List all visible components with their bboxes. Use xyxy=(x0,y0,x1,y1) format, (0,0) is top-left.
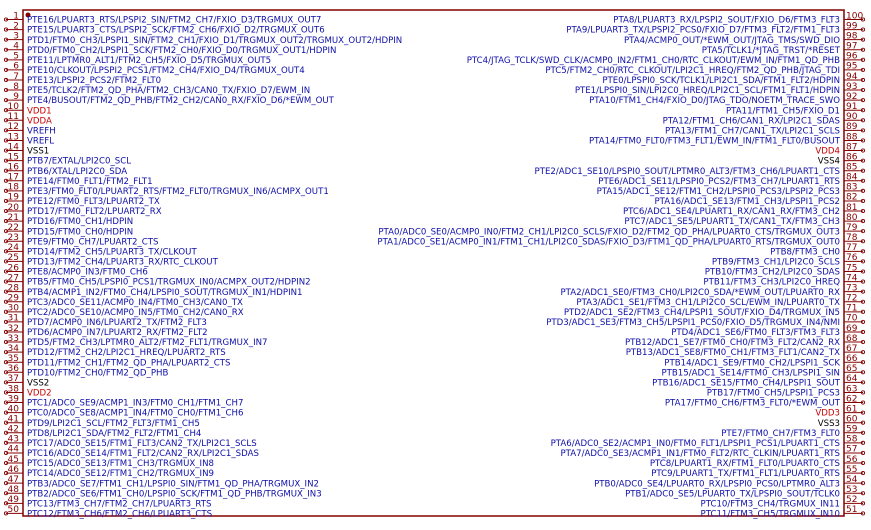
pin-number: 87 xyxy=(846,142,858,153)
pin-name: PTD14/FTM2_CH5/LPUART3_TX/CLKOUT xyxy=(27,247,197,258)
pin-number: 36 xyxy=(7,364,19,375)
pin-name: PTC9/LPUART1_TX/FTM1_FLT1/LPUART0_RTS xyxy=(651,469,840,480)
pin-name: PTC6/ADC1_SE4/LPUART1_RX/CAN1_RX/FTM3_CH2 xyxy=(622,207,840,218)
pin-name: PTC17/ADC0_SE15/FTM1_FLT3/CAN2_TX/LPI2C1_SCLS xyxy=(27,438,257,449)
pin-name: PTC14/ADC0_SE12/FTM1_CH2/TRGMUX_IN9 xyxy=(27,469,214,480)
pin-name: VSS3 xyxy=(817,418,840,429)
pin-name: PTD15/FTM0_CH0/HDPIN xyxy=(27,227,134,238)
pin-name: PTC11/FTM3_CH5/TRGMUX_IN10 xyxy=(700,509,840,520)
pin-name: PTD3/ADC1_SE3/FTM3_CH5/LPSPI1_PCS0/FXIO_D5/TRGMUX_IN4/NMI xyxy=(546,318,840,328)
pin-name: PTD11/FTM2_CH1/FTM2_QD_PHA/LPUART2_CTS xyxy=(27,358,231,369)
pin-name: PTA6/ADC0_SE2/ACMP1_IN0/FTM0_FLT1/LPSPI1_PCS1/LPUART1_CTS xyxy=(550,438,840,449)
pin-number: 26 xyxy=(7,263,19,274)
pin-number: 42 xyxy=(7,424,19,435)
pin-number: 30 xyxy=(7,303,19,314)
pin-number: 50 xyxy=(7,505,19,516)
pin-number: 29 xyxy=(7,293,19,304)
pin-number: 55 xyxy=(846,464,858,475)
pin-name: PTA0/ADC0_SE0/ACMP0_IN0/FTM2_CH1/LPI2C0_SCLS/FXIO_D2/FTM2_QD_PHA/LPUART0_CTS/TRGMUX_OUT3 xyxy=(378,227,840,238)
pin-name: PTB7/EXTAL/LPI2C0_SCL xyxy=(27,156,131,167)
pin-number: 45 xyxy=(7,454,19,465)
pin-name: PTD17/FTM0_FLT2/LPUART2_RX xyxy=(27,207,162,218)
pin-number: 72 xyxy=(846,293,858,304)
pin-number: 88 xyxy=(846,132,858,143)
pin-name: VDD2 xyxy=(27,388,52,399)
pin-name: PTB6/XTAL/LPI2C0_SDA xyxy=(27,166,128,177)
pin-name: PTC12/FTM3_CH6/FTM2_CH6/LPUART3_CTS xyxy=(27,509,213,520)
pin-name: PTA15/ADC1_SE12/FTM1_CH2/LPSPI0_PCS3/LPSPI2_PCS3 xyxy=(596,186,840,197)
pin-number: 81 xyxy=(846,202,858,213)
pin-name: PTC2/ADC0_SE10/ACMP0_IN5/FTM0_CH2/CAN0_RX xyxy=(27,307,244,318)
pin-name: PTB2/ADC0_SE6/FTM1_CH0/LPSPI0_SCK/FTM1_QD_PHB/TRGMUX_IN3 xyxy=(27,489,322,500)
pin-name: PTD9/LPI2C1_SCL/FTM2_FLT3/FTM1_CH5 xyxy=(27,418,200,429)
pin-name: PTE16/LPUART3_RTS/LPSPI2_SIN/FTM2_CH7/FXIO_D3/TRGMUX_OUT7 xyxy=(27,15,322,26)
pin-number: 83 xyxy=(846,182,858,193)
pin-name: PTA13/FTM1_CH7/CAN1_TX/LPI2C1_SCLS xyxy=(664,126,840,137)
pin-number: 15 xyxy=(7,152,19,163)
pin-number: 8 xyxy=(13,81,19,92)
pin-number: 70 xyxy=(846,313,858,324)
pin-number: 65 xyxy=(846,364,858,375)
pin-number: 33 xyxy=(7,333,19,344)
pin-name: PTC0/ADC0_SE8/ACMP1_IN4/FTM0_CH0/FTM1_CH6 xyxy=(27,408,244,419)
pin-name: PTE3/FTM0_FLT0/LPUART2_RTS/FTM2_FLT0/TRGMUX_IN6/ACMPX_OUT1 xyxy=(27,186,329,197)
pin-name: PTB9/FTM3_CH1/LPI2C0_SCLS xyxy=(711,257,840,268)
pin-number: 86 xyxy=(846,152,858,163)
pin-number: 4 xyxy=(13,41,19,52)
pin-number: 66 xyxy=(846,354,858,365)
pin-name: PTA4/ACMP0_OUT/*EWM_OUT/JTAG_TMS/SWD_DIO xyxy=(623,35,840,46)
pin-number: 73 xyxy=(846,283,858,294)
pin-name: PTC15/ADC0_SE13/FTM1_CH3/TRGMUX_IN8 xyxy=(27,459,214,470)
pin-number: 54 xyxy=(846,474,858,485)
pin-name: PTE4/BUSOUT/FTM2_QD_PHB/FTM2_CH2/CAN0_RX/FXIO_D6/*EWM_OUT xyxy=(27,96,334,107)
pin-name: PTA16/ADC1_SE13/FTM1_CH3/LPSPI1_PCS2 xyxy=(654,197,840,208)
pin-name: PTD4/ADC1_SE6/FTM0_FLT3/FTM3_FLT3 xyxy=(671,328,840,339)
pin-name: PTE6/ADC1_SE11/LPSPI0_PCS2/FTM3_CH7/LPUART1_RTS xyxy=(598,176,840,187)
pin-number: 95 xyxy=(846,61,858,72)
pin-name: PTC5/FTM2_CH0/RTC_CLKOUT/LPI2C1_HREQ/FTM2_QD_PHB/JTAG_TDI xyxy=(545,66,840,76)
pin-number: 46 xyxy=(7,464,19,475)
pin-number: 28 xyxy=(7,283,19,294)
pin-number: 67 xyxy=(846,343,858,354)
pin-name: PTC4/JTAG_TCLK/SWD_CLK/ACMP0_IN2/FTM1_CH0/RTC_CLKOUT/EWM_IN/FTM1_QD_PHB xyxy=(466,55,840,66)
pin-number: 25 xyxy=(7,253,19,264)
pin-name: PTB15/ADC1_SE14/FTM0_CH3/LPSPI1_SIN xyxy=(661,368,840,379)
pin-name: PTE8/ACMP0_IN3/FTM0_CH6 xyxy=(27,267,148,278)
pin-number: 34 xyxy=(7,343,19,354)
pin-name: PTE2/ADC1_SE10/LPSPI0_SOUT/LPTMR0_ALT3/FTM3_CH6/LPUART1_CTS xyxy=(534,166,840,177)
pin-name: PTB4/ACMP1_IN2/FTM0_CH4/LPSPI0_SOUT/TRGMUX_IN1/HDPIN1 xyxy=(27,287,303,298)
pin-name: PTE14/FTM0_FLT1/FTM2_FLT1 xyxy=(27,176,153,187)
pin-number: 32 xyxy=(7,323,19,334)
pin-number: 24 xyxy=(7,243,19,254)
pin-number: 62 xyxy=(846,394,858,405)
pin-name: PTB11/FTM3_CH3/LPI2C0_HREQ xyxy=(703,277,840,288)
pin-name: VDD3 xyxy=(815,408,840,419)
pin-number: 56 xyxy=(846,454,858,465)
pin-name: PTE5/TCLK2/FTM2_QD_PHA/FTM2_CH3/CAN0_TX/FXIO_D7/EWM_IN xyxy=(27,86,311,97)
pin-number: 97 xyxy=(846,41,858,52)
pin-number: 1 xyxy=(13,11,19,22)
pin-name: PTA7/ADC0_SE3/ACMP1_IN1/FTM0_FLT2/RTC_CLKIN/LPUART1_RTS xyxy=(560,449,840,460)
pin-number: 49 xyxy=(7,495,19,506)
pin-number: 31 xyxy=(7,313,19,324)
pin-number: 91 xyxy=(846,102,858,113)
pin-number: 68 xyxy=(846,333,858,344)
pin-name: PTB3/ADC0_SE7/FTM1_CH1/LPSPI0_SIN/FTM1_QD_PHA/TRGMUX_IN2 xyxy=(27,479,319,490)
pin-name: PTC13/FTM3_CH7/FTM2_CH7/LPUART3_RTS xyxy=(27,499,212,510)
pin-name: PTE10/CLKOUT/LPSPI2_PCS1/FTM2_CH4/FXIO_D4/TRGMUX_OUT4 xyxy=(27,66,305,76)
pin-number: 64 xyxy=(846,374,858,385)
pin-name: PTA10/FTM1_CH4/FXIO_D0/JTAG_TDO/NOETM_TRACE_SWO xyxy=(589,96,840,107)
pin-number: 51 xyxy=(846,505,858,516)
pin-name: PTD2/ADC1_SE2/FTM3_CH4/LPSPI1_SOUT/FXIO_D4/TRGMUX_IN5 xyxy=(563,307,840,318)
pin-name: PTA17/FTM0_CH6/FTM3_FLT0/*EWM_OUT xyxy=(664,398,840,409)
pin-name: PTB12/ADC1_SE7/FTM0_CH0/FTM3_FLT2/CAN2_RX xyxy=(624,338,840,349)
pin-number: 12 xyxy=(7,122,19,133)
pin-number: 5 xyxy=(13,51,19,62)
pin-number: 35 xyxy=(7,354,19,365)
pin-name: PTE9/FTM0_CH7/LPUART2_CTS xyxy=(27,237,159,248)
pin-name: PTE7/FTM0_CH7/FTM3_FLT0 xyxy=(721,428,840,439)
pin-number: 89 xyxy=(846,122,858,133)
pin-number: 7 xyxy=(13,71,19,82)
pin-number: 58 xyxy=(846,434,858,445)
pin-number: 79 xyxy=(846,222,858,233)
pin-name: PTA14/FTM0_FLT0/FTM3_FLT1/EWM_IN/FTM1_FLT0/BUSOUT xyxy=(588,136,840,147)
pin-number: 3 xyxy=(13,31,19,42)
pin-number: 82 xyxy=(846,192,858,203)
pin-number: 75 xyxy=(846,263,858,274)
pin-number: 41 xyxy=(7,414,19,425)
pin-number: 53 xyxy=(846,485,858,496)
pin-name: PTA8/LPUART3_RX/LPSPI2_SOUT/FXIO_D6/FTM3_FLT3 xyxy=(613,15,840,26)
pin-number: 52 xyxy=(846,495,858,506)
pin-name: VSS2 xyxy=(27,378,50,389)
pin-number: 44 xyxy=(7,444,19,455)
pin-name: PTA9/LPUART3_TX/LPSPI2_PCS0/FXIO_D7/FTM3_FLT2/FTM1_FLT3 xyxy=(566,25,840,36)
pin-number: 59 xyxy=(846,424,858,435)
pin-number: 10 xyxy=(7,102,19,113)
pin-name: VREFH xyxy=(27,126,56,137)
pin-name: PTE0/LPSPI0_SCK/TCLK1/LPI2C1_SDA/FTM1_FLT2/HDPIN xyxy=(602,76,840,87)
pin-number: 80 xyxy=(846,212,858,223)
pin-number: 39 xyxy=(7,394,19,405)
pin-number: 96 xyxy=(846,51,858,62)
pin-name: PTD13/FTM2_CH4/LPUART3_RX/RTC_CLKOUT xyxy=(27,257,218,268)
pin-name: VSS4 xyxy=(817,156,840,167)
pin-number: 22 xyxy=(7,222,19,233)
pin-number: 9 xyxy=(13,91,19,102)
pin-name: PTD16/FTM0_CH1/HDPIN xyxy=(27,217,134,228)
pin-name: PTD7/ACMP0_IN6/LPUART2_TX/FTM2_FLT3 xyxy=(27,318,207,328)
pin-number: 21 xyxy=(7,212,19,223)
pin-number: 98 xyxy=(846,31,858,42)
pin-number: 2 xyxy=(13,21,19,32)
pin-number: 13 xyxy=(7,132,19,143)
pin-name: PTA11/FTM1_CH5/FXIO_D1 xyxy=(725,106,840,117)
pin-name: PTD1/FTM0_CH3/LPSPI1_SIN/FTM2_CH1/FXIO_D1/TRGMUX_OUT2/TRGMUX_OUT2/HDPIN xyxy=(27,35,403,46)
pin-name: PTE13/LPSPI2_PCS2/FTM2_FLT0 xyxy=(27,76,162,87)
pin-name: PTB10/FTM3_CH2/LPI2C0_SDAS xyxy=(704,267,840,278)
pin-number: 57 xyxy=(846,444,858,455)
pin-name: PTA12/FTM1_CH6/CAN1_RX/LPI2C1_SDAS xyxy=(662,116,840,127)
pin-number: 40 xyxy=(7,404,19,415)
pin-number: 20 xyxy=(7,202,19,213)
pin-name: PTB1/ADC0_SE5/LPUART0_TX/LPSPI0_SOUT/TCLK0 xyxy=(625,489,840,500)
pin-number: 85 xyxy=(846,162,858,173)
pin-number: 100 xyxy=(846,11,864,22)
pin-name: PTC8/LPUART1_RX/FTM1_FLT0/LPUART0_CTS xyxy=(649,459,840,470)
pin-name: PTE15/LPUART3_CTS/LPSPI2_SCK/FTM2_CH6/FXIO_D2/TRGMUX_OUT6 xyxy=(27,25,325,36)
pin-number: 47 xyxy=(7,474,19,485)
pin-name: PTD12/FTM2_CH2/LPI2C1_HREQ/LPUART2_RTS xyxy=(27,348,226,359)
pin-number: 76 xyxy=(846,253,858,264)
pin-number: 60 xyxy=(846,414,858,425)
pin-name: PTB17/FTM0_CH5/LPSPI1_PCS3 xyxy=(706,388,840,399)
pin-number: 61 xyxy=(846,404,858,415)
pin-number: 37 xyxy=(7,374,19,385)
pin-number: 71 xyxy=(846,303,858,314)
pin-number: 17 xyxy=(7,172,19,183)
pin-number: 77 xyxy=(846,243,858,254)
pin-number: 93 xyxy=(846,81,858,92)
pin-name: PTC10/FTM3_CH4/TRGMUX_IN11 xyxy=(700,499,840,510)
pin-number: 94 xyxy=(846,71,858,82)
pin-name: PTD5/FTM2_CH3/LPTMR0_ALT2/FTM2_FLT1/TRGMUX_IN7 xyxy=(27,338,268,349)
pin-number: 14 xyxy=(7,142,19,153)
pin-number: 90 xyxy=(846,112,858,123)
pin-number: 11 xyxy=(7,112,19,123)
pin-name: PTA1/ADC0_SE1/ACMP0_IN1/FTM1_CH1/LPI2C0_SDAS/FXIO_D3/FTM1_QD_PHA/LPUART0_RTS/TRGMUX_OUT0 xyxy=(377,237,840,248)
pin-name: PTC16/ADC0_SE14/FTM1_FLT2/CAN2_RX/LPI2C1_SDAS xyxy=(27,449,259,460)
pin-name: PTB16/ADC1_SE15/FTM0_CH4/LPSPI1_SOUT xyxy=(652,378,840,389)
pin-number: 48 xyxy=(7,485,19,496)
pin-name: PTE1/LPSPI0_SIN/LPI2C0_HREQ/LPI2C1_SCL/FTM1_FLT1/HDPIN xyxy=(574,86,840,97)
pin-name: PTE12/FTM0_FLT3/LPUART2_TX xyxy=(27,197,160,208)
pin-name: PTC7/ADC1_SE5/LPUART1_TX/CAN1_TX/FTM3_CH3 xyxy=(624,217,840,228)
pin-number: 18 xyxy=(7,182,19,193)
pin-number: 92 xyxy=(846,91,858,102)
pin-number: 23 xyxy=(7,233,19,244)
pin-name: PTB8/FTM3_CH0 xyxy=(770,247,840,258)
pin-number: 43 xyxy=(7,434,19,445)
pin-number: 19 xyxy=(7,192,19,203)
pin-number: 27 xyxy=(7,273,19,284)
pin-name: PTB0/ADC0_SE4/LPUART0_RX/LPSPI0_PCS0/LPTMR0_ALT3 xyxy=(594,479,840,490)
pin-number: 38 xyxy=(7,384,19,395)
pin-name: PTA5/TCLK1/*JTAG_TRST/*RESET xyxy=(701,45,840,56)
pin-name: PTB13/ADC1_SE8/FTM0_CH1/FTM3_FLT1/CAN2_TX xyxy=(625,348,840,359)
pin-number: 6 xyxy=(13,61,19,72)
pin-number: 16 xyxy=(7,162,19,173)
pin-name: VDDA xyxy=(27,116,52,127)
pin-name: PTD10/FTM2_CH0/FTM2_QD_PHB xyxy=(27,368,169,379)
pin-name: PTB5/FTM0_CH5/LPSPI0_PCS1/TRGMUX_IN0/ACMPX_OUT2/HDPIN2 xyxy=(27,277,311,288)
pin-name: PTC3/ADC0_SE11/ACMP0_IN4/FTM0_CH3/CAN0_TX xyxy=(27,297,243,308)
pin-number: 74 xyxy=(846,273,858,284)
pin-name: PTA2/ADC1_SE0/FTM3_CH0/LPI2C0_SDA/*EWM_OUT/LPUART0_RX xyxy=(560,287,840,298)
pin-name: PTD0/FTM0_CH2/LPSPI1_SCK/FTM2_CH0/FXIO_D0/TRGMUX_OUT1/HDPIN xyxy=(27,45,337,56)
pin-name: PTE11/LPTMR0_ALT1/FTM2_CH5/FXIO_D5/TRGMUX_OUT5 xyxy=(27,55,272,66)
pin-number: 84 xyxy=(846,172,858,183)
pin-number: 63 xyxy=(846,384,858,395)
pin-number: 99 xyxy=(846,21,858,32)
pin-name: PTA3/ADC1_SE1/FTM3_CH1/LPI2C0_SCL/EWM_IN/LPUART0_TX xyxy=(576,297,840,308)
pin-name: PTC1/ADC0_SE9/ACMP1_IN3/FTM0_CH1/FTM1_CH7 xyxy=(27,398,244,409)
pin-name: PTB14/ADC1_SE9/FTM0_CH2/LPSPI1_SCK xyxy=(664,358,840,369)
pin-name: PTD8/LPI2C1_SDA/FTM2_FLT2/FTM1_CH4 xyxy=(27,428,202,439)
pin-name: PTD6/ACMP0_IN7/LPUART2_RX/FTM2_FLT2 xyxy=(27,328,208,339)
pin-name: VREFL xyxy=(27,136,55,147)
pin-name: VSS1 xyxy=(27,146,50,157)
pin-number: 78 xyxy=(846,233,858,244)
pin-name: VDD4 xyxy=(815,146,840,157)
pin-number: 69 xyxy=(846,323,858,334)
pin-name: VDD1 xyxy=(27,106,52,117)
